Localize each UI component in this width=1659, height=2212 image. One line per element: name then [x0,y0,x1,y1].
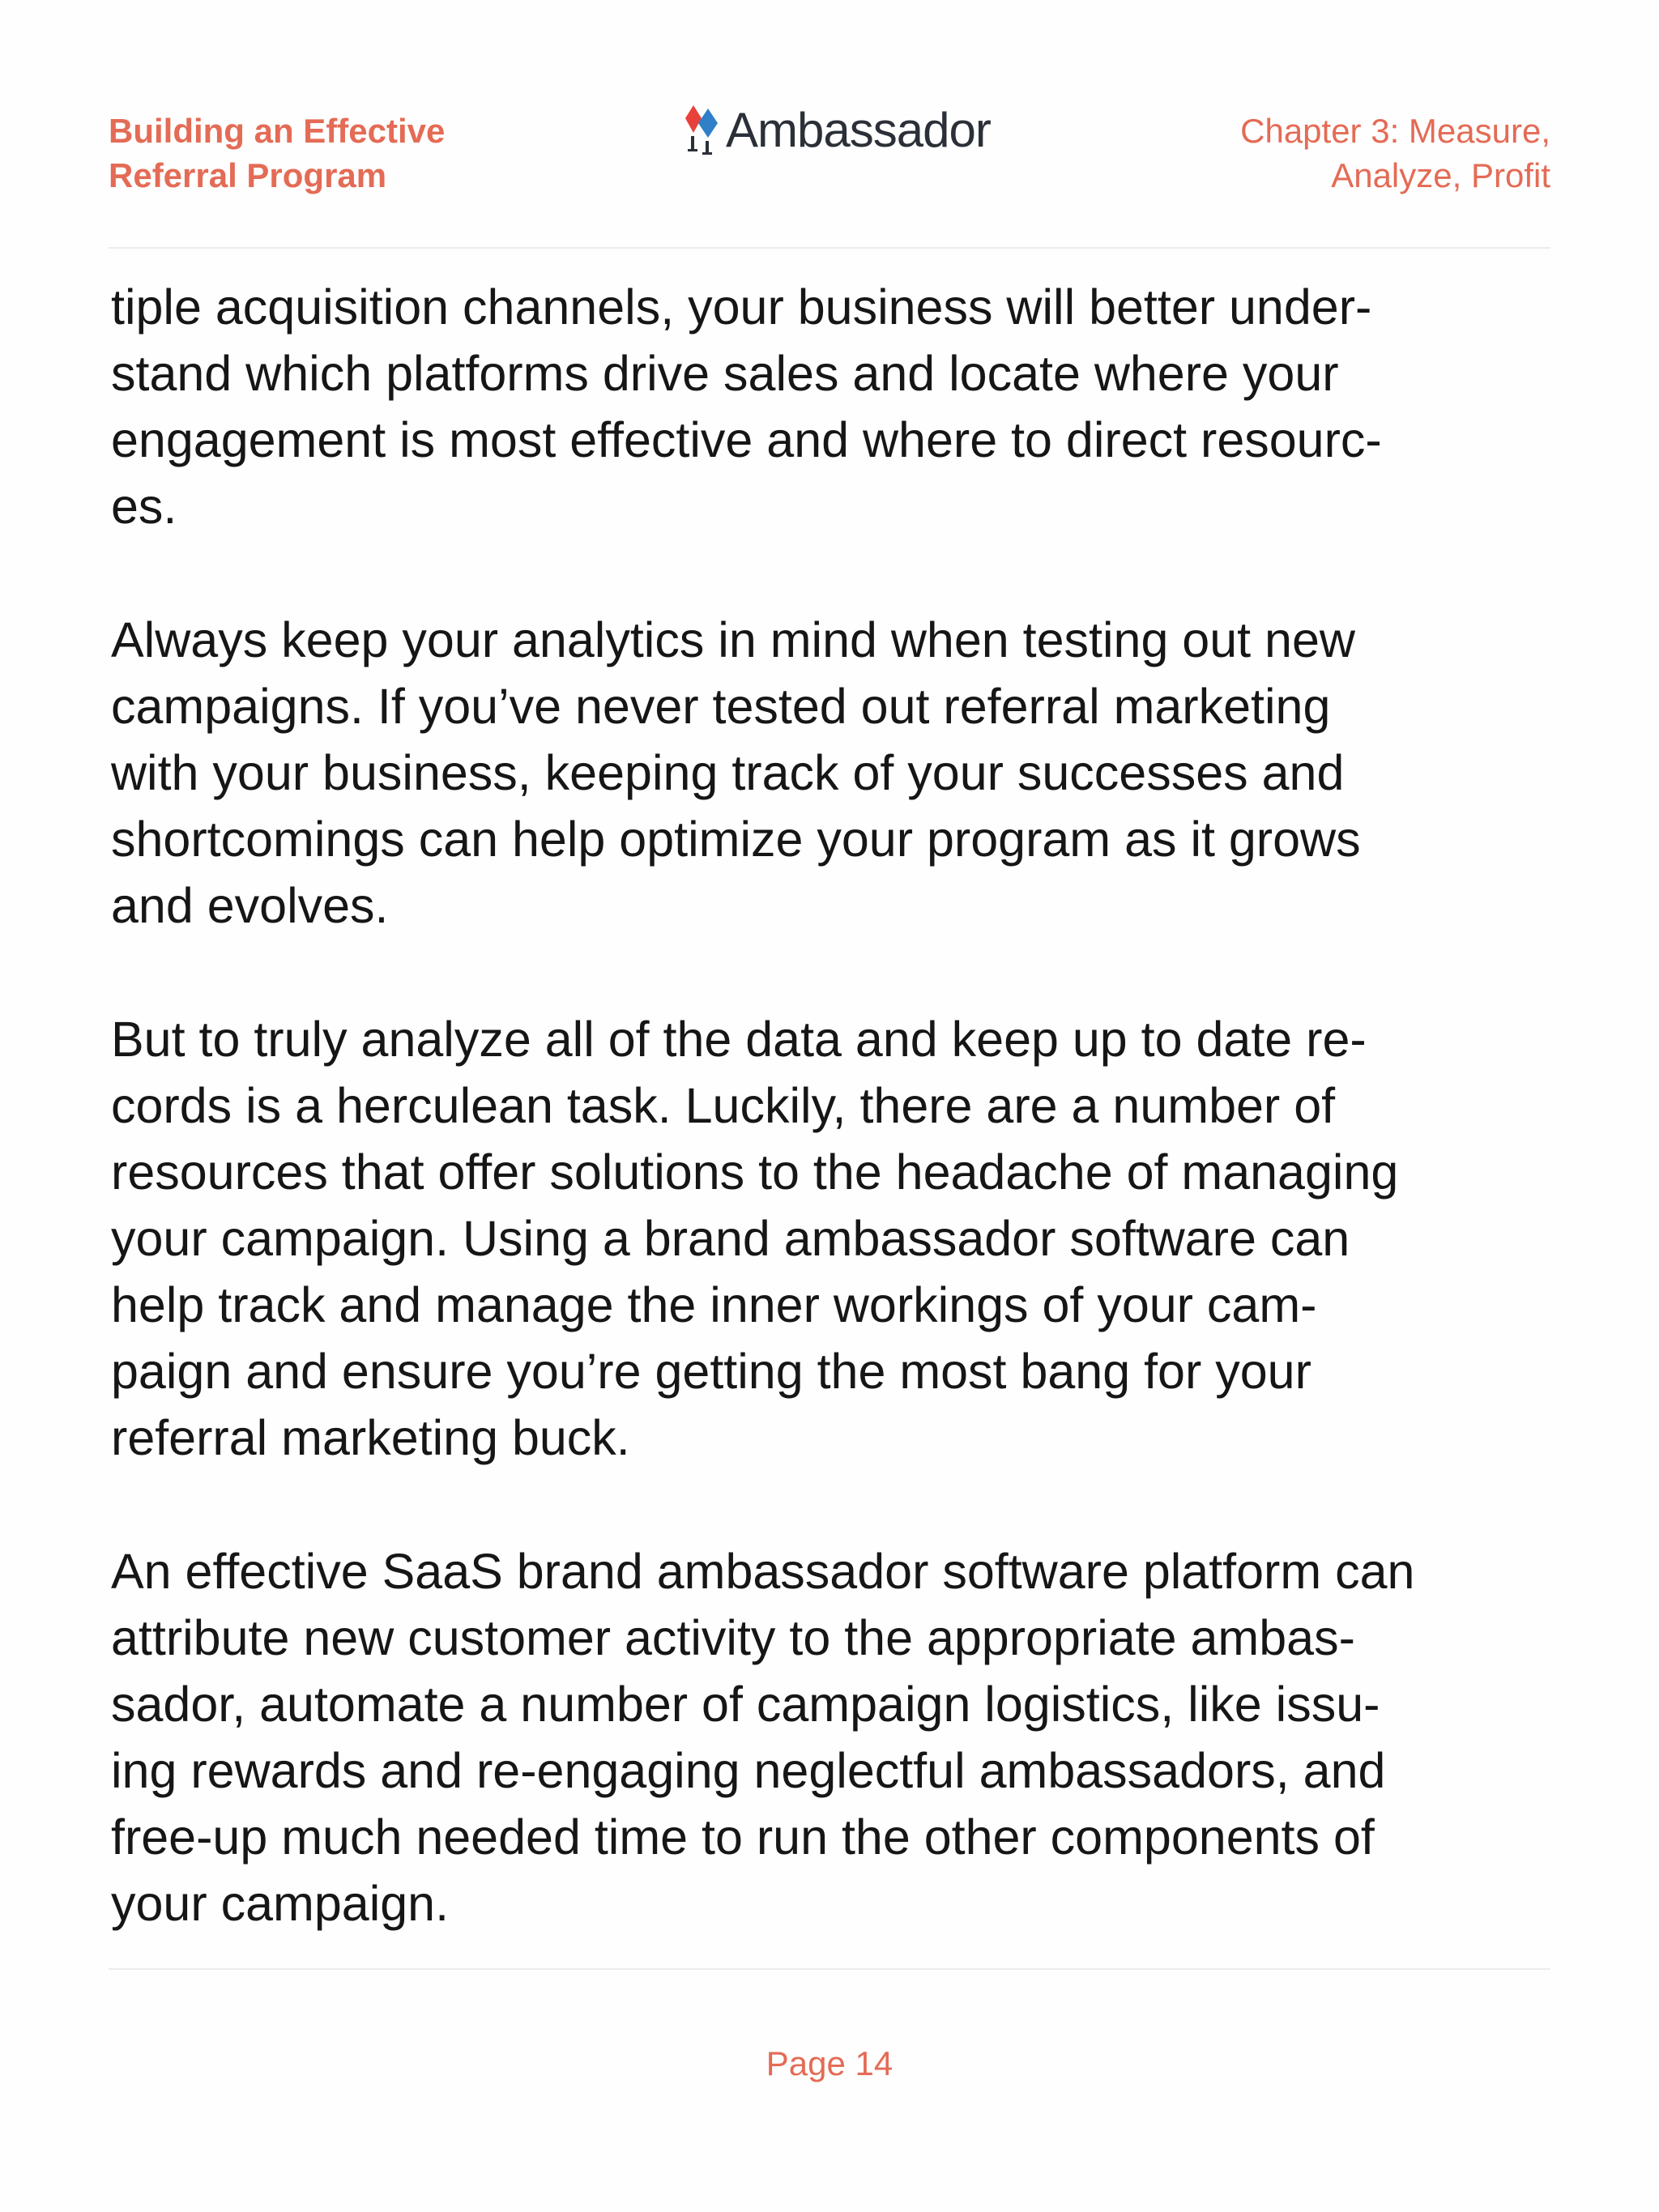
paragraph [111,1006,1549,1471]
text-line: shortcomings can help optimize your program as it grows [111,812,1361,867]
document-title [109,109,562,198]
paragraph [111,1538,1549,1937]
text-line: free-up much needed time to run the other components of [111,1809,1375,1865]
brand-name: Ambassador [726,102,991,157]
body-content [111,274,1549,2004]
page-number: Page 14 [766,2044,893,2082]
ambassador-logo-icon [682,100,723,159]
footer-divider [109,1968,1550,1970]
text-line: stand which platforms drive sales and locate where your [111,346,1339,401]
text-line: sador, automate a number of campaign logistics, like issu- [111,1677,1380,1732]
text-line: ing rewards and re-engaging neglectful ambassadors, and [111,1743,1386,1798]
text-line: es. [111,479,177,534]
document-title-line-2: Referral Program [109,156,387,194]
text-line: campaigns. If you’ve never tested out referral marketing [111,679,1331,734]
chapter-title-line-2: Analyze, Profit [1331,156,1550,194]
text-line: help track and manage the inner workings of your cam- [111,1277,1317,1332]
text-line: and evolves. [111,878,389,933]
text-line: Always keep your analytics in mind when testing out new [111,612,1355,667]
brand-logo [682,97,991,162]
text-line: cords is a herculean task. Luckily, there are a number of [111,1078,1336,1133]
text-line: engagement is most effective and where to direct resourc- [111,412,1382,467]
document-title-line-1: Building an Effective [109,112,446,150]
text-line: An effective SaaS brand ambassador software platform can [111,1544,1415,1599]
paragraph [111,607,1549,939]
text-line: attribute new customer activity to the appropriate ambas- [111,1610,1355,1665]
chapter-title-line-1: Chapter 3: Measure, [1240,112,1550,150]
text-line: your campaign. [111,1876,450,1931]
paragraph [111,274,1549,539]
text-line: your campaign. Using a brand ambassador software can [111,1211,1350,1266]
page-header [0,0,1659,247]
chapter-title [1097,109,1550,198]
text-line: resources that offer solutions to the headache of managing [111,1144,1399,1200]
text-line: tiple acquisition channels, your business will better under- [111,279,1372,335]
text-line: But to truly analyze all of the data and keep up to date re- [111,1012,1367,1067]
header-divider [109,247,1550,249]
text-line: paign and ensure you’re getting the most bang for your [111,1344,1311,1399]
text-line: with your business, keeping track of your successes and [111,745,1345,800]
text-line: referral marketing buck. [111,1410,630,1465]
